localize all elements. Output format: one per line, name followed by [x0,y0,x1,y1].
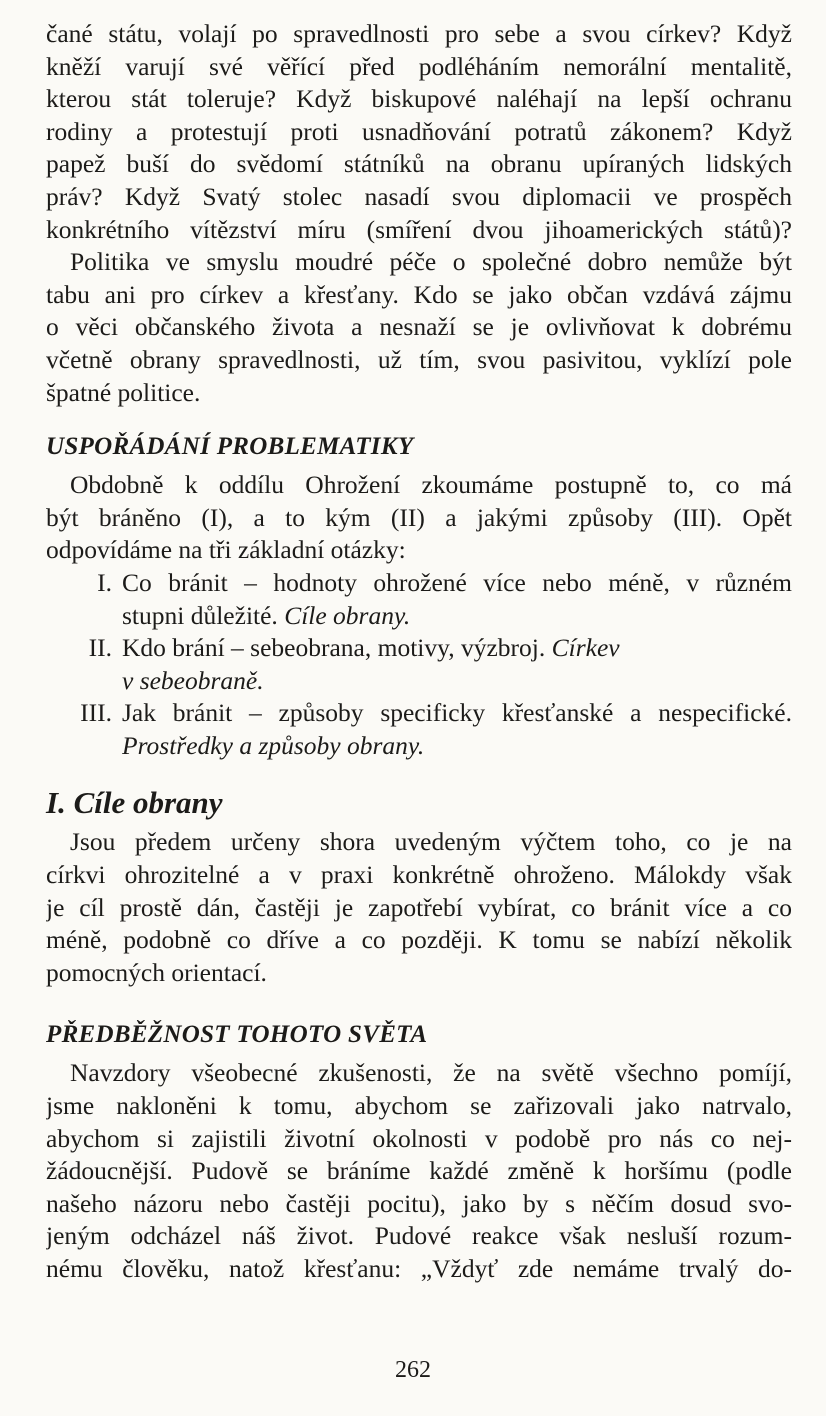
list-item [46,567,792,632]
text-line: práv? Když Svatý stolec nasadí svou diplomacii ve prospěch [46,181,792,211]
text-line [122,730,792,763]
text-line: být bráněno (I), a to kým (II) a jakými způsoby (III). Opět [46,502,792,532]
paragraph-3 [46,469,792,567]
list-number: II. [88,633,112,663]
text-line: méně, podobně co dříve a co později. K tomu se nabízí několik [46,925,792,955]
text-line: abychom si zajistili životní okolnosti v podobě pro nás co nej- [46,1123,792,1153]
italic-span: Prostředky a způsoby obrany. [122,730,425,760]
text-line: o věci občanského života a nesnaží se je ovlivňovat k dobrému [46,312,792,342]
text-line: čané státu, volají po spravedlnosti pro sebe a svou církev? Když [46,19,792,48]
text-line: Jsou předem určeny shora uvedeným výčtem toho, co je na [70,827,792,857]
page-text [46,18,792,1286]
text-line [122,632,792,665]
subheading-uspradani: USPOŘÁDÁNÍ PROBLEMATIKY [46,433,414,461]
text-line: církvi ohrozitelné a v praxi konkrétně ohroženo. Málokdy však [46,860,792,890]
italic-span: v sebeobraně. [122,665,264,695]
text-line: kněží varují své věřící před podléháním nemorální mentalitě, [46,51,792,81]
text-line: tabu ani pro církev a křesťany. Kdo se jako občan vzdává zájmu [46,279,792,309]
text-span: stupni důležité. [122,600,285,630]
text-line: papež buší do svědomí státníků na obranu upíraných lidských [46,149,792,179]
list-item [46,632,792,697]
paragraph-5 [46,1057,792,1285]
page-number: 262 [395,1357,431,1383]
text-line: nému člověku, natož křesťanu: „Vždyť zde nemáme trvalý do- [46,1254,792,1283]
text-line: žádoucnější. Pudově se bráníme každé změně k horšímu (podle [46,1156,792,1186]
subheading-predbeznost: PŘEDBĚŽNOST TOHOTO SVĚTA [46,1021,428,1049]
text-line: jeným odcházel náš život. Pudové reakce však nesluší rozum- [46,1221,792,1251]
text-line: špatné politice. [46,377,201,407]
list-number: I. [97,567,112,597]
text-line: kterou stát toleruje? Když biskupové naléhají na lepší ochranu [46,84,792,114]
section-title: I. Cíle obrany [46,785,223,821]
text-line: včetně obrany spravedlnosti, už tím, svou pasivitou, vyklízí pole [46,344,792,374]
text-line: je cíl prostě dán, častěji je zapotřebí vybírat, co bránit více a co [46,892,792,922]
paragraph-2 [46,246,792,409]
text-line: odpovídáme na tři základní otázky: [46,535,406,565]
text-line: Navzdory všeobecné zkušenosti, že na světě všechno pomíjí, [70,1058,792,1088]
text-line: jsme nakloněni k tomu, abychom se zařizovali jako natrvalo, [46,1091,792,1121]
text-line: Obdobně k oddílu Ohrožení zkoumáme postupně to, co má [70,470,792,500]
text-line: našeho názoru nebo častěji pocitu), jako by s něčím dosud svo- [46,1188,792,1218]
text-line: pomocných orientací. [46,957,267,987]
italic-span: Církev [551,633,620,663]
text-line: konkrétního vítězství míru (smíření dvou jihoamerických států)? [46,214,792,244]
question-list [46,567,792,763]
text-line [122,665,792,698]
list-item [46,697,792,762]
text-span: Kdo brání – sebeobrana, motivy, výzbroj. [122,633,552,663]
text-line [122,600,792,633]
paragraph-4 [46,826,792,989]
text-line: Politika ve smyslu moudré péče o společné dobro nemůže být [70,247,792,277]
text-line: rodiny a protestují proti usnadňování potratů zákonem? Když [46,116,792,146]
italic-span: Cíle obrany. [284,600,411,630]
list-number: III. [80,698,112,728]
text-line: Co bránit – hodnoty ohrožené více nebo méně, v různém [122,567,792,597]
text-line: Jak bránit – způsoby specificky křesťanské a nespecifické. [122,698,792,728]
paragraph-1 [46,18,792,246]
